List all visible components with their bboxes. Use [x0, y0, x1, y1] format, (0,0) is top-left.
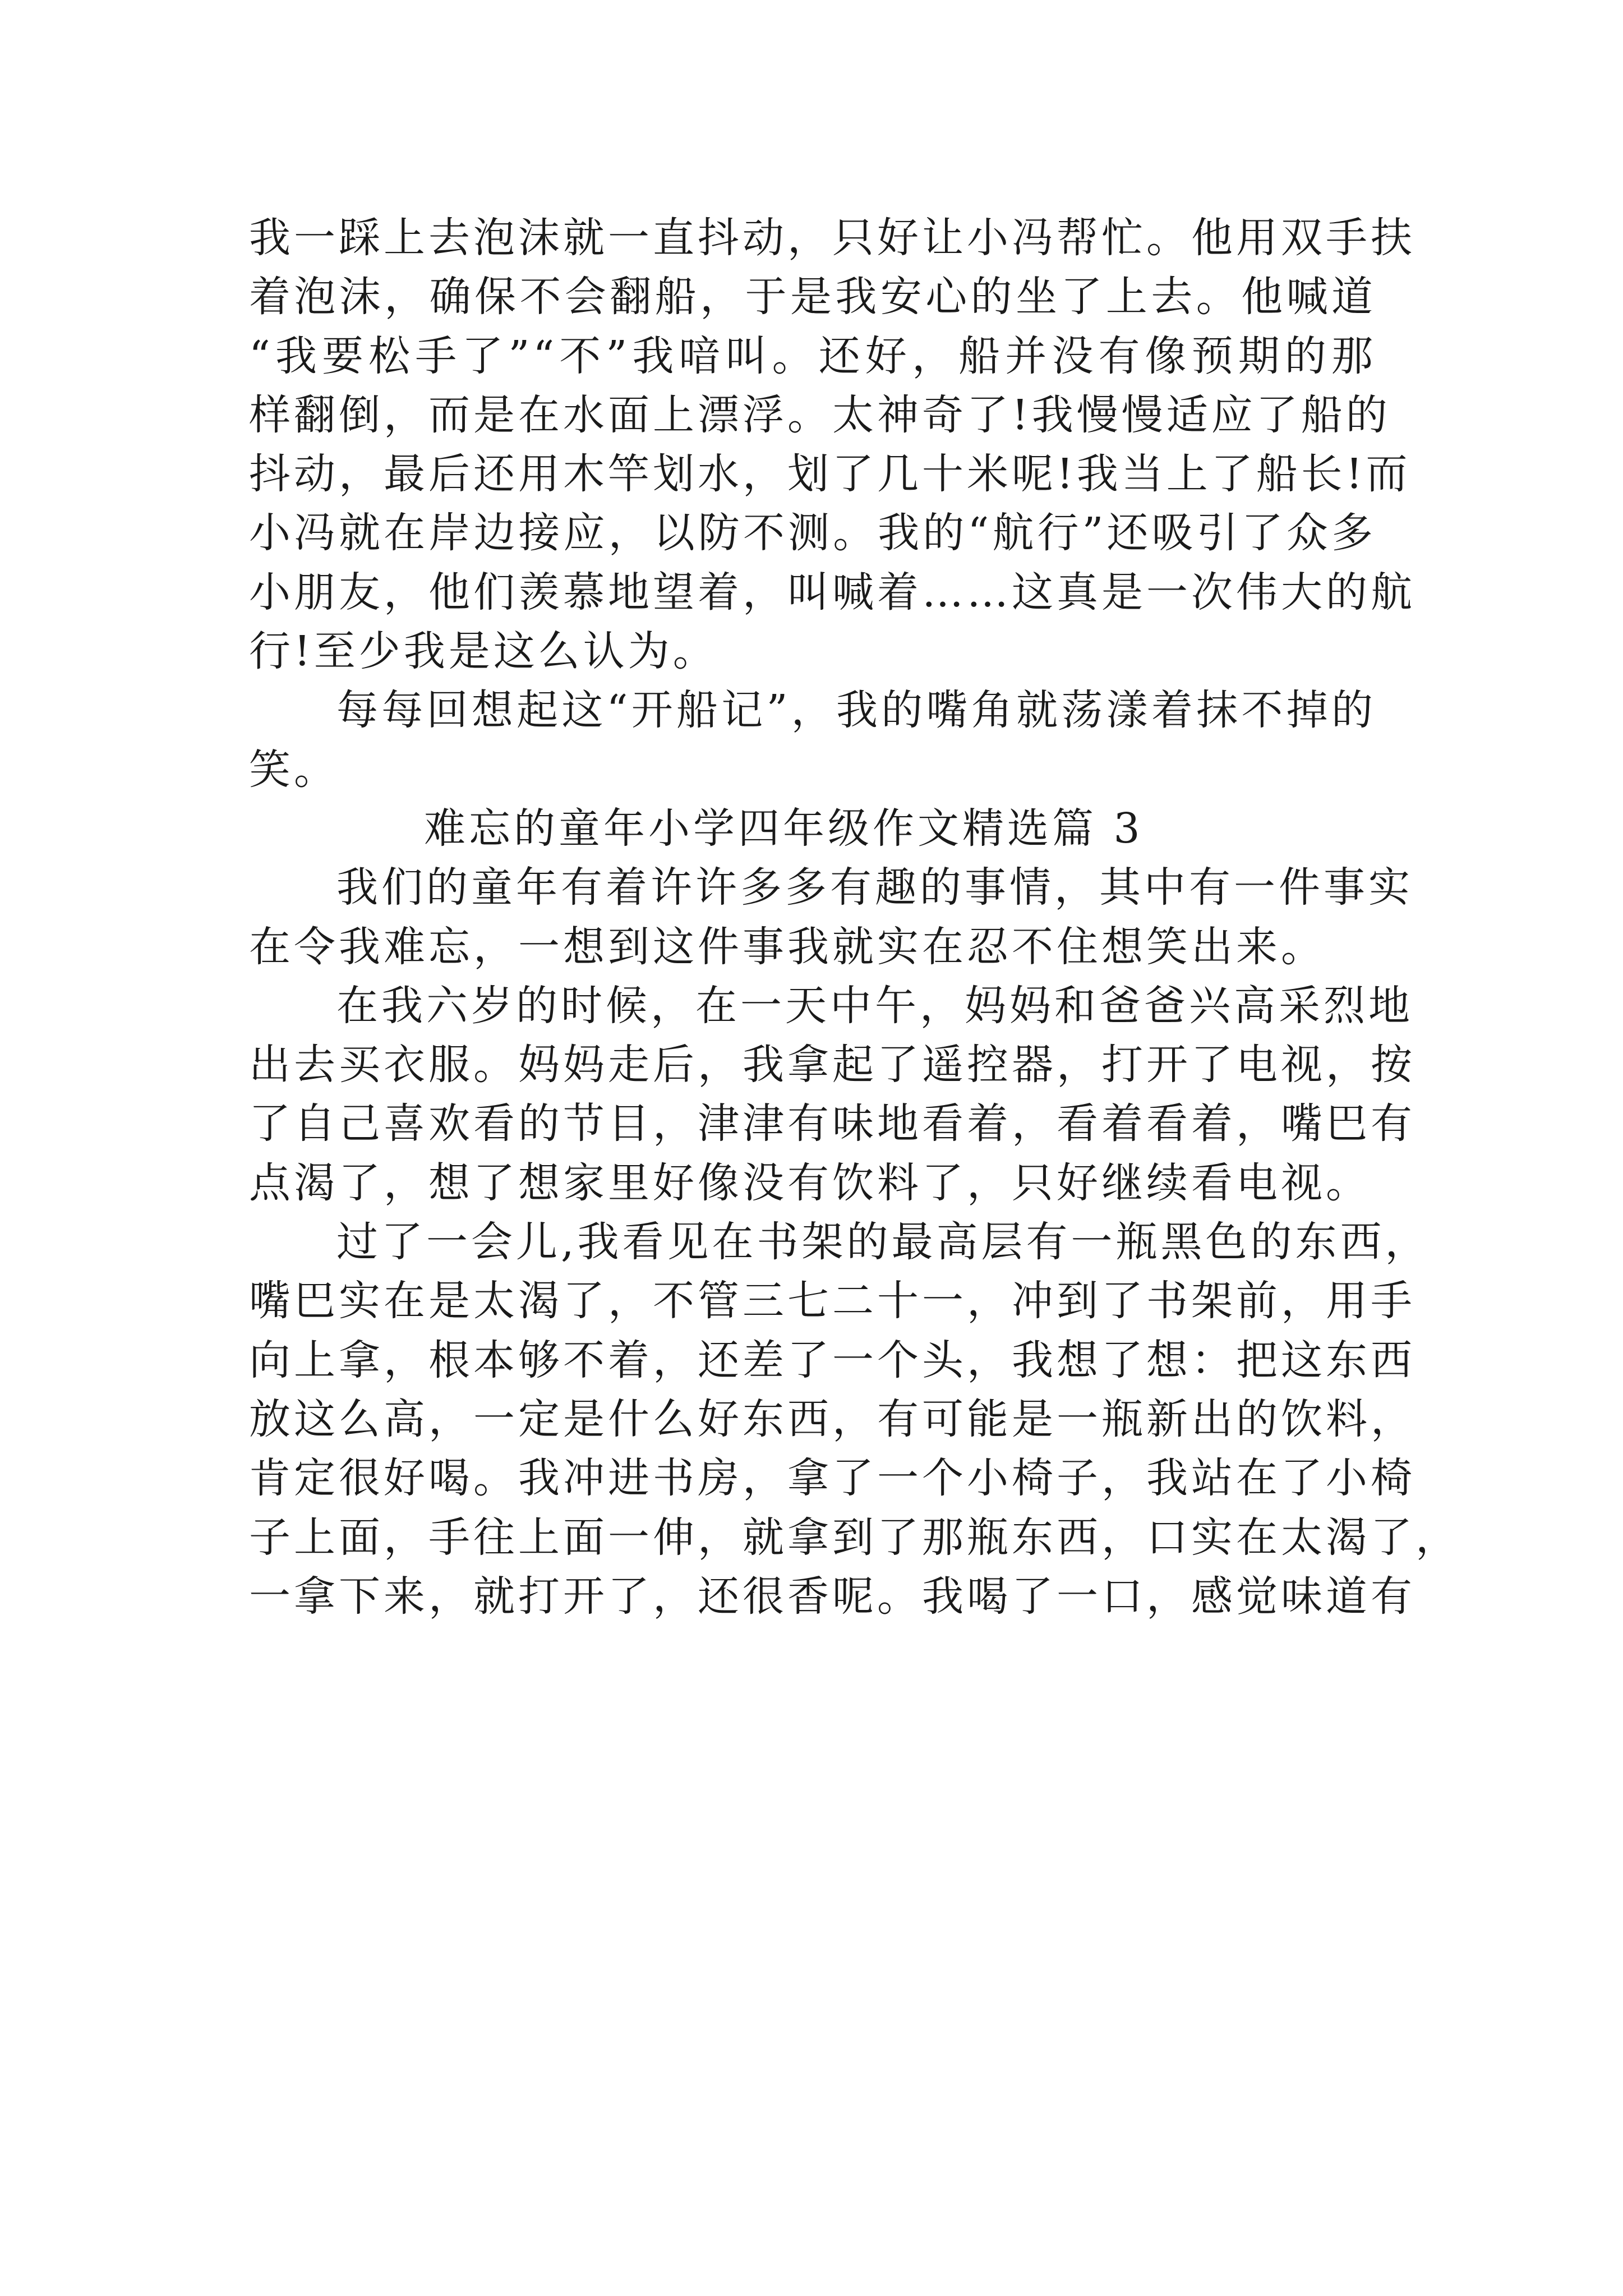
text-line: 我们的童年有着许许多多有趣的事情，其中有一件事实 [336, 863, 1413, 912]
text-line: 一拿下来，就打开了，还很香呢。我喝了一口，感觉味道有 [249, 1572, 1415, 1621]
text-line: 我一踩上去泡沫就一直抖动，只好让小冯帮忙。他用双手扶 [249, 214, 1415, 262]
paragraph [249, 681, 1376, 799]
paragraph [249, 858, 1413, 977]
text-line: “我要松手了”“不”我喑叫。还好，船并没有像预期的那 [249, 332, 1376, 380]
text-line: 点渴了，想了想家里好像没有饮料了，只好继续看电视。 [249, 1158, 1371, 1207]
text-line: 子上面，手往上面一伸，就拿到了那瓶东西，口实在太渴了， [249, 1513, 1460, 1562]
text-line: 抖动，最后还用木竿划水，划了几十米呢!我当上了船长!而 [249, 450, 1411, 499]
text-line: 肯定很好喝。我冲进书房，拿了一个小椅子，我站在了小椅 [249, 1454, 1415, 1503]
text-line: 每每回想起这“开船记”，我的嘴角就荡漾着抹不掉的 [336, 686, 1376, 735]
text-line: 向上拿，根本够不着，还差了一个头，我想了想：把这东西 [249, 1336, 1415, 1384]
text-line: 了自己喜欢看的节目，津津有味地看着，看着看着，嘴巴有 [249, 1099, 1415, 1148]
text-line: 在令我难忘，一想到这件事我就实在忍不住想笑出来。 [249, 922, 1326, 971]
text-line: 笑。 [249, 745, 339, 794]
text-line: 难忘的童年小学四年级作文精选篇 3 [424, 804, 1144, 853]
paragraph [249, 209, 1415, 681]
text-line: 小冯就在岸边接应，以防不测。我的“航行”还吸引了众多 [249, 509, 1376, 558]
text-line: 行!至少我是这么认为。 [249, 627, 718, 676]
paragraph [249, 1213, 1460, 1626]
text-line: 嘴巴实在是太渴了，不管三七二十一，冲到了书架前，用手 [249, 1277, 1415, 1326]
text-line: 放这么高，一定是什么好东西，有可能是一瓶新出的饮料， [249, 1395, 1415, 1443]
paragraph [249, 977, 1415, 1213]
text-line: 小朋友，他们羡慕地望着，叫喊着……这真是一次伟大的航 [249, 568, 1415, 616]
text-line: 过了一会儿,我看见在书架的最高层有一瓶黑色的东西， [336, 1218, 1430, 1267]
text-line: 样翻倒，而是在水面上漂浮。太神奇了!我慢慢适应了船的 [249, 390, 1391, 439]
text-line: 在我六岁的时候，在一天中午，妈妈和爸爸兴高采烈地 [336, 981, 1413, 1030]
section-heading [249, 799, 1376, 858]
document-body [249, 209, 1460, 1626]
text-line: 出去买衣服。妈妈走后，我拿起了遥控器，打开了电视，按 [249, 1041, 1415, 1089]
text-line: 着泡沫，确保不会翻船，于是我安心的坐了上去。他喊道 [249, 273, 1376, 321]
